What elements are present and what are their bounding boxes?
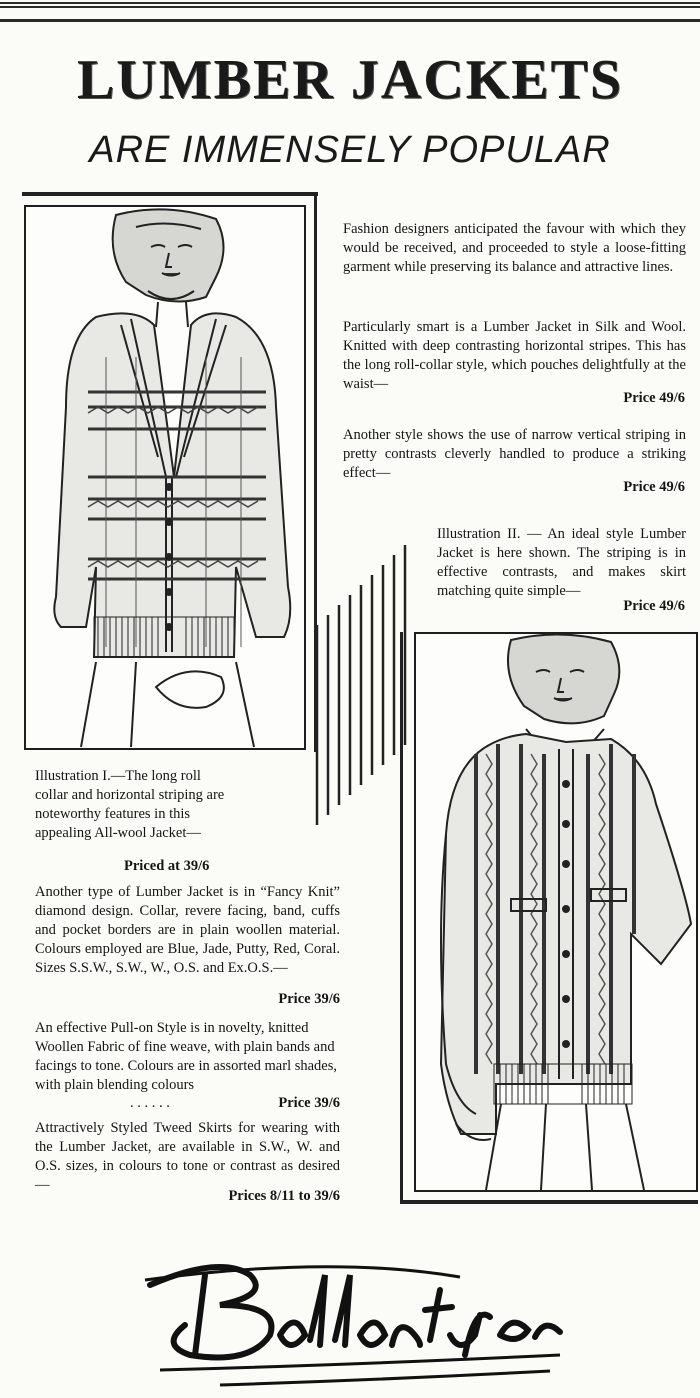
subheadline: ARE IMMENSELY POPULAR bbox=[89, 129, 611, 171]
item-5-price: Prices 8/11 to 39/6 bbox=[228, 1188, 340, 1204]
left-top-rule bbox=[22, 192, 318, 196]
right-bottom-rule bbox=[400, 1200, 698, 1204]
illustration-2-drawing bbox=[416, 634, 696, 1190]
item-1-text: Particularly smart is a Lumber Jacket in Silk and Wool. Knitted with deep contrasting horizontal stripes. This has the long roll-collar style, which pouches delightfully at the waist— bbox=[343, 319, 686, 392]
item-5-text: Attractively Styled Tweed Skirts for wearing with the Lumber Jacket, are available in S.W., W. and O.S. sizes, in colours to tone or contrast as desired— bbox=[35, 1120, 340, 1193]
item-3-price: Price 39/6 bbox=[278, 991, 340, 1007]
right-side-rule bbox=[400, 632, 403, 1202]
item-1-price: Price 49/6 bbox=[623, 390, 685, 406]
illustration-1-caption: Illustration I.—The long roll collar and horizontal striping are noteworthy features in this appealing All-wool Jacket— bbox=[35, 768, 225, 841]
illustration-1-drawing bbox=[26, 207, 304, 748]
item-2-text: Another style shows the use of narrow vertical striping in pretty contrasts cleverly handled to produce a striking effect— bbox=[343, 427, 686, 481]
illustration-2-frame bbox=[414, 632, 698, 1192]
item-2-price: Price 49/6 bbox=[623, 479, 685, 495]
item-4-price: Price 39/6 bbox=[278, 1095, 340, 1111]
item-3-text: Another type of Lumber Jacket is in “Fancy Knit” diamond design. Collar, revere facing, band, cuffs and pocket borders are in plain woollen material. Colours employed are Blue, Jade, Putty, Red, Coral. Sizes S.S.W., S.W., W., O.S. and Ex.O.S.— bbox=[35, 884, 340, 976]
masthead-rule bbox=[0, 2, 700, 22]
intro-paragraph: Fashion designers anticipated the favour with which they would be received, and proceeded to style a loose-fitting garment while preserving its balance and attractive lines. bbox=[343, 221, 686, 275]
headline: LUMBER JACKETS bbox=[76, 49, 624, 111]
illustration-2-price: Price 49/6 bbox=[623, 598, 685, 614]
ballantynes-signature-logo bbox=[130, 1245, 570, 1395]
decorative-vertical-lines bbox=[312, 540, 412, 830]
illustration-2-caption: Illustration II. — An ideal style Lumber Jacket is here shown. The striping is in effective contrasts, and makes skirt matching quite simple— bbox=[437, 526, 686, 599]
illustration-1-frame bbox=[24, 205, 306, 750]
illustration-1-price: Priced at 39/6 bbox=[124, 858, 210, 874]
item-4-dots: . . . . . . bbox=[130, 1095, 170, 1111]
item-4-text: An effective Pull-on Style is in novelty, knitted Woollen Fabric of fine weave, with plain bands and facings to tone. Colours are in assorted marl shades, with plain blending colours bbox=[35, 1020, 338, 1093]
